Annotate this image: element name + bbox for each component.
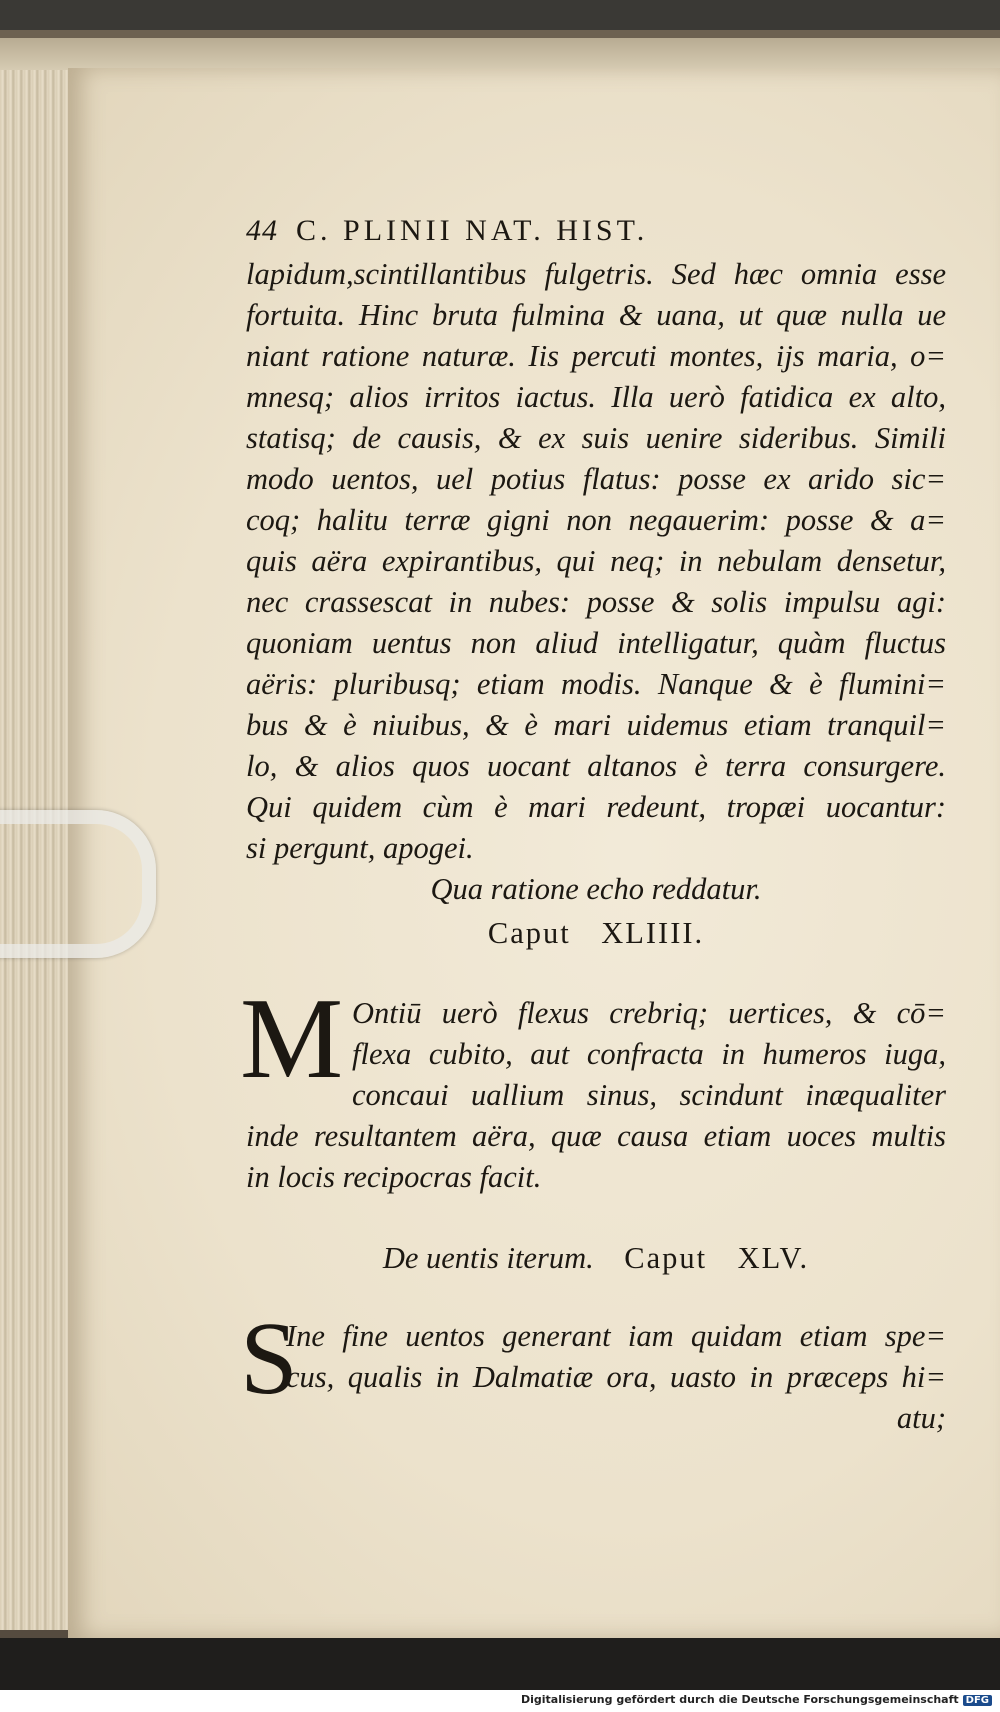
text-line: Ine fine uentos generant iam quidam etiam spe= (286, 1319, 946, 1353)
text-line: in locis recipocras facit. (246, 1160, 542, 1194)
running-title: C. PLINII NAT. HIST. (296, 214, 649, 247)
credit-bar (0, 1690, 1000, 1712)
text-line: quoniam uentus non aliud intelligatur, quàm fluctus (246, 626, 946, 660)
drop-cap: S (240, 1301, 298, 1416)
caput-label: Caput (487, 916, 571, 950)
dfg-logo-icon: DFG (963, 1695, 992, 1706)
catchword-line: atu; (896, 1401, 946, 1435)
caput-label: Caput (624, 1241, 708, 1275)
caput-number: XLV. (737, 1241, 810, 1275)
funding-credit (521, 1693, 992, 1706)
drop-cap: M (240, 975, 344, 1103)
text-line: Qui quidem cùm è mari redeunt, tropæi uocantur: (246, 790, 946, 824)
text-line: Ontiū uerò flexus crebriq; uertices, & cō= (352, 996, 946, 1030)
paragraph-3 (240, 1301, 946, 1439)
text-line: modo uentos, uel potius flatus: posse ex arido sic= (246, 462, 946, 496)
text-line: si pergunt, apogei. (246, 831, 474, 865)
text-line: nec crassescat in nubes: posse & solis impulsu agi: (246, 585, 946, 619)
chapter-heading-45 (246, 1238, 946, 1282)
text-line: lo, & alios quos uocant altanos è terra consurgere. (246, 749, 946, 783)
text-line: cus, qualis in Dalmatiæ ora, uasto in præceps hi= (286, 1360, 946, 1394)
page-text (240, 210, 946, 1439)
running-header (246, 210, 946, 254)
text-line: aëris: pluribusq; etiam modis. Nanque & è flumini= (246, 667, 946, 701)
paragraph-1 (246, 254, 946, 869)
page-number: 44 (246, 214, 278, 247)
text-line: mnesq; alios irritos iactus. Illa uerò fatidica ex alto, (246, 380, 946, 414)
text-line: bus & è niuibus, & è mari uidemus etiam tranquil= (246, 708, 946, 742)
bookmark-clip (0, 810, 156, 958)
text-line: concaui uallium sinus, scindunt inæqualiter (352, 1078, 946, 1112)
credit-text: Digitalisierung gefördert durch die Deutsche Forschungsgemeinschaft (520, 1693, 959, 1706)
text-line: fortuita. Hinc bruta fulmina & uana, ut quæ nulla ue (246, 298, 946, 332)
page-top-edge (0, 38, 1000, 72)
text-line: flexa cubito, aut confracta in humeros iuga, (352, 1037, 946, 1071)
chapter-title-44: Qua ratione echo reddatur. (430, 872, 762, 906)
paragraph-2 (240, 975, 946, 1198)
caput-number: XLIIII. (601, 916, 705, 950)
text-line: quis aëra expirantibus, qui neq; in nebulam densetur, (246, 544, 946, 578)
scan-background-bottom (0, 1638, 1000, 1690)
text-line: inde resultantem aëra, quæ causa etiam uoces multis (246, 1119, 946, 1153)
chapter-title-45: De uentis iterum. (382, 1241, 594, 1275)
text-line: niant ratione naturæ. Iis percuti montes, ijs maria, o= (246, 339, 946, 373)
text-line: coq; halitu terræ gigni non negauerim: posse & a= (246, 503, 946, 537)
text-line: lapidum,scintillantibus fulgetris. Sed hæc omnia esse (246, 257, 946, 291)
chapter-number-44 (246, 913, 946, 957)
text-line: statisq; de causis, & ex suis uenire sideribus. Simili (246, 421, 946, 455)
